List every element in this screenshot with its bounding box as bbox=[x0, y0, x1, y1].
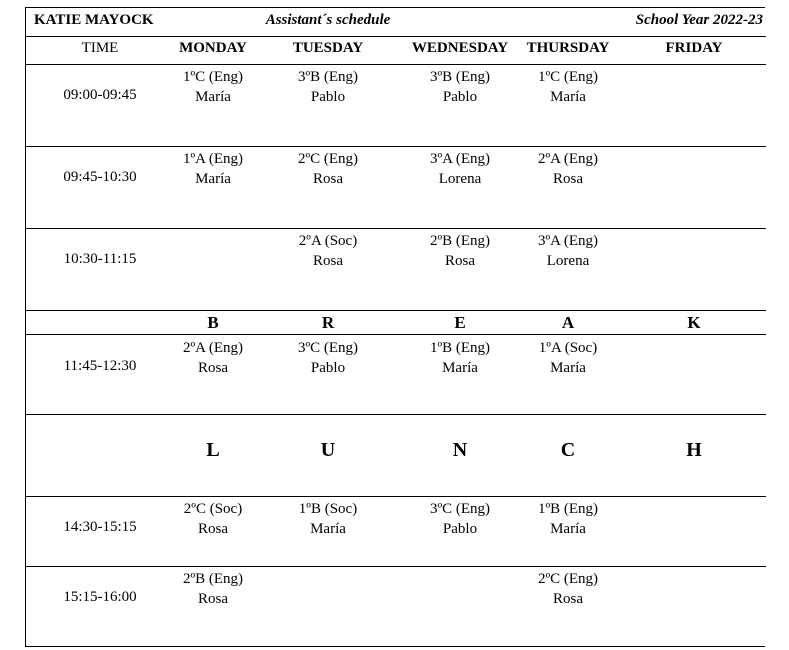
lesson-cell bbox=[430, 67, 490, 107]
column-header-tuesday: TUESDAY bbox=[292, 40, 364, 56]
lunch-letter: U bbox=[320, 439, 336, 461]
teacher-label: Lorena bbox=[438, 171, 482, 187]
teacher-label: María bbox=[195, 89, 231, 105]
time-slot: 14:30-15:15 bbox=[63, 519, 137, 535]
teacher-label: Pablo bbox=[310, 89, 346, 105]
lesson-cell bbox=[183, 67, 243, 107]
class-label: 2ºA (Soc) bbox=[298, 233, 358, 249]
school-year: School Year 2022-23 bbox=[635, 12, 763, 28]
break-letter: E bbox=[454, 313, 466, 332]
lesson-cell bbox=[183, 149, 243, 189]
lunch-letter: C bbox=[560, 439, 576, 461]
class-label: 1ºA (Soc) bbox=[538, 340, 598, 356]
time-slot: 09:00-09:45 bbox=[63, 87, 137, 103]
teacher-label: Rosa bbox=[313, 253, 343, 269]
class-label: 3ºB (Eng) bbox=[429, 69, 491, 85]
class-label: 1ºA (Eng) bbox=[182, 151, 244, 167]
class-label: 3ºC (Eng) bbox=[297, 340, 359, 356]
class-label: 2ºA (Eng) bbox=[537, 151, 599, 167]
teacher-label: María bbox=[550, 521, 586, 537]
column-header-divider bbox=[26, 64, 766, 65]
break-letter: K bbox=[687, 313, 701, 332]
lesson-cell bbox=[538, 569, 598, 609]
class-label: 3ºA (Eng) bbox=[429, 151, 491, 167]
lesson-cell bbox=[298, 149, 358, 189]
lunch-letter: N bbox=[452, 439, 468, 461]
class-label: 2ºC (Eng) bbox=[297, 151, 359, 167]
lesson-cell bbox=[299, 499, 357, 539]
class-label: 3ºC (Eng) bbox=[429, 501, 491, 517]
lesson-cell bbox=[430, 149, 490, 189]
row-divider bbox=[26, 414, 766, 415]
class-label: 1ºB (Soc) bbox=[298, 501, 358, 517]
class-label: 3ºA (Eng) bbox=[537, 233, 599, 249]
teacher-label: Rosa bbox=[553, 171, 583, 187]
lesson-cell bbox=[538, 67, 598, 107]
teacher-label: María bbox=[442, 360, 478, 376]
time-slot: 15:15-16:00 bbox=[63, 589, 137, 605]
class-label: 1ºC (Eng) bbox=[537, 69, 599, 85]
time-slot: 11:45-12:30 bbox=[63, 358, 137, 374]
row-divider bbox=[26, 496, 766, 497]
class-label: 2ºC (Soc) bbox=[183, 501, 243, 517]
column-header-time: TIME bbox=[81, 40, 119, 56]
teacher-label: María bbox=[310, 521, 346, 537]
lesson-cell bbox=[539, 338, 597, 378]
row-divider bbox=[26, 228, 766, 229]
lunch-letter: L bbox=[206, 439, 220, 461]
row-divider bbox=[26, 146, 766, 147]
lesson-cell bbox=[430, 338, 490, 378]
lesson-cell bbox=[298, 67, 358, 107]
teacher-label: María bbox=[550, 89, 586, 105]
teacher-label: Rosa bbox=[445, 253, 475, 269]
class-label: 1ºB (Eng) bbox=[537, 501, 599, 517]
lesson-cell bbox=[183, 338, 243, 378]
column-header-thursday: THURSDAY bbox=[526, 40, 610, 56]
lesson-cell bbox=[183, 569, 243, 609]
row-divider bbox=[26, 310, 766, 311]
teacher-label: Pablo bbox=[310, 360, 346, 376]
teacher-label: Rosa bbox=[313, 171, 343, 187]
lesson-cell bbox=[184, 499, 242, 539]
row-divider bbox=[26, 334, 766, 335]
teacher-label: Rosa bbox=[198, 360, 228, 376]
time-slot: 10:30-11:15 bbox=[63, 251, 137, 267]
lesson-cell bbox=[430, 499, 490, 539]
row-divider bbox=[26, 566, 766, 567]
class-label: 2ºC (Eng) bbox=[537, 571, 599, 587]
lesson-cell bbox=[430, 231, 490, 271]
header-divider bbox=[26, 36, 766, 37]
column-header-monday: MONDAY bbox=[179, 40, 247, 56]
class-label: 2ºA (Eng) bbox=[182, 340, 244, 356]
teacher-label: María bbox=[550, 360, 586, 376]
column-header-wednesday: WEDNESDAY bbox=[411, 40, 509, 56]
lesson-cell bbox=[538, 231, 598, 271]
schedule-table bbox=[25, 7, 765, 647]
break-letter: B bbox=[207, 313, 219, 332]
lesson-cell bbox=[538, 499, 598, 539]
teacher-name: KATIE MAYOCK bbox=[34, 12, 154, 28]
teacher-label: Rosa bbox=[198, 591, 228, 607]
teacher-label: Lorena bbox=[546, 253, 590, 269]
lesson-cell bbox=[299, 231, 357, 271]
teacher-label: Pablo bbox=[442, 89, 478, 105]
class-label: 1ºB (Eng) bbox=[429, 340, 491, 356]
teacher-label: Rosa bbox=[198, 521, 228, 537]
column-header-friday: FRIDAY bbox=[665, 40, 723, 56]
class-label: 2ºB (Eng) bbox=[182, 571, 244, 587]
break-letter: R bbox=[321, 313, 335, 332]
class-label: 3ºB (Eng) bbox=[297, 69, 359, 85]
class-label: 2ºB (Eng) bbox=[429, 233, 491, 249]
teacher-label: Pablo bbox=[442, 521, 478, 537]
class-label: 1ºC (Eng) bbox=[182, 69, 244, 85]
teacher-label: María bbox=[195, 171, 231, 187]
lesson-cell bbox=[538, 149, 598, 189]
break-letter: A bbox=[561, 313, 575, 332]
lesson-cell bbox=[298, 338, 358, 378]
teacher-label: Rosa bbox=[553, 591, 583, 607]
lunch-letter: H bbox=[686, 439, 702, 461]
schedule-title: Assistant´s schedule bbox=[265, 12, 391, 28]
time-slot: 09:45-10:30 bbox=[63, 169, 137, 185]
